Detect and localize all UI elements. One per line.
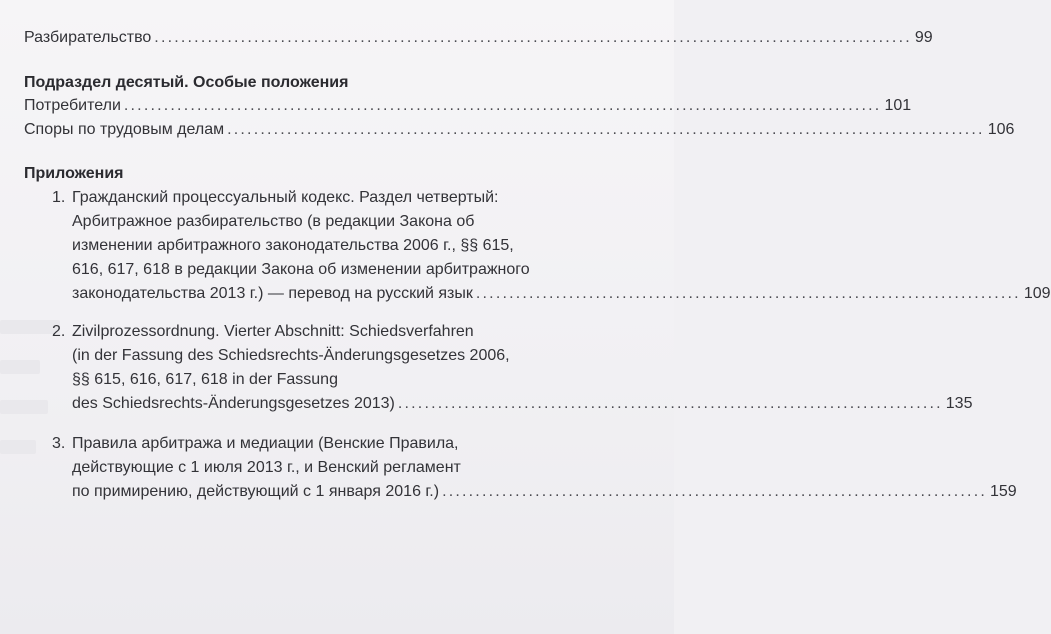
dot-leader: .................................................................................. [442, 483, 987, 500]
appendix-line: Zivilprozessordnung. Vierter Abschnitt: Schiedsverfahren [72, 323, 474, 340]
toc-entry-potrebiteli[interactable] [24, 94, 912, 118]
bleed-through-shadow [0, 400, 48, 414]
appendix-line: des Schiedsrechts-Änderungsgesetzes 2013) [72, 395, 395, 412]
toc-page-number: 101 [884, 97, 912, 114]
toc-page-number: 159 [990, 483, 1017, 500]
appendix-last-line [72, 392, 973, 416]
appendix-line: Гражданский процессуальный кодекс. Раздел четвертый: [72, 189, 499, 206]
toc-page-number: 135 [945, 395, 973, 412]
appendix-line: §§ 615, 616, 617, 618 in der Fassung [72, 371, 338, 388]
appendix-line: Арбитражное разбирательство (в редакции Закона об [72, 213, 475, 230]
dot-leader: .................................................................................. [475, 285, 1021, 302]
appendices-heading: Приложения [24, 165, 124, 182]
toc-entry-label: Споры по трудовым делам [24, 121, 225, 138]
appendix-number: 2. [52, 323, 66, 340]
toc-entry-spory[interactable] [24, 118, 1015, 142]
appendix-line: 616, 617, 618 в редакции Закона об изменении арбитражного [72, 261, 530, 278]
appendix-last-line [72, 480, 1017, 504]
appendix-item-2[interactable] [52, 320, 973, 416]
dot-leader: .................................................................................................................. [123, 97, 882, 114]
appendix-number: 3. [52, 435, 66, 452]
toc-entry-label: Разбирательство [24, 29, 152, 46]
appendix-line: изменении арбитражного законодательства 2006 г., §§ 615, [72, 237, 514, 254]
dot-leader: .................................................................................. [397, 395, 943, 412]
appendix-number: 1. [52, 189, 66, 206]
appendix-item-3[interactable] [52, 432, 1017, 504]
appendix-item-1[interactable] [52, 186, 1051, 306]
appendix-line: действующие с 1 июля 2013 г., и Венский регламент [72, 459, 461, 476]
appendix-last-line [72, 282, 1051, 306]
bleed-through-shadow [0, 360, 40, 374]
toc-entry-label: Потребители [24, 97, 121, 114]
appendix-line: законодательства 2013 г.) — перевод на русский язык [72, 285, 473, 302]
appendix-line: Правила арбитража и медиации (Венские Правила, [72, 435, 459, 452]
dot-leader: .................................................................................................................. [227, 121, 985, 138]
toc-page-number: 106 [987, 121, 1015, 138]
subsection-heading: Подраздел десятый. Особые положения [24, 74, 349, 91]
toc-entry-razbiratelstvo[interactable] [24, 26, 933, 50]
bleed-through-shadow [0, 440, 36, 454]
dot-leader: .................................................................................................................. [154, 29, 912, 46]
bleed-through-shadow [0, 320, 60, 334]
toc-page-number: 99 [914, 29, 933, 46]
appendix-line: по примирению, действующий с 1 января 2016 г.) [72, 483, 440, 500]
toc-page-number: 109 [1023, 285, 1051, 302]
appendix-line: (in der Fassung des Schiedsrechts-Änderungsgesetzes 2006, [72, 347, 510, 364]
